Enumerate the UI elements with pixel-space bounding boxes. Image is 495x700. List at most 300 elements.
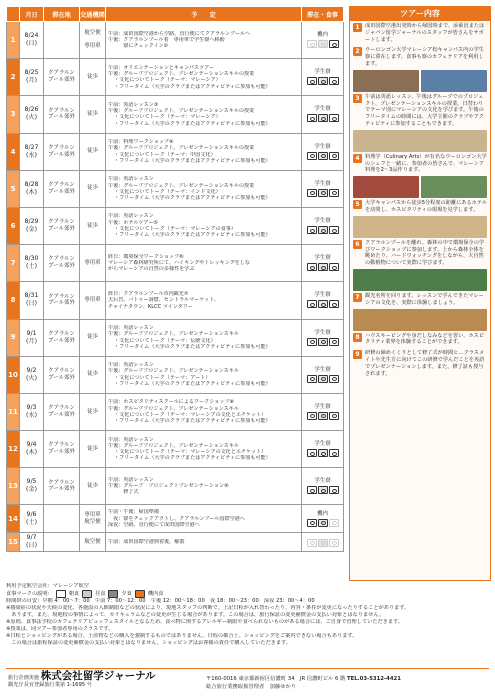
lunch-icon <box>318 338 328 346</box>
stay-text: プール郊外 <box>48 449 75 456</box>
lodging-meals <box>302 96 344 133</box>
inflight-meal-icon <box>135 590 145 598</box>
itinerary-row <box>7 431 344 468</box>
date-text: 9/4 <box>26 441 37 449</box>
note-line: あります。また、現地校の事情によって、カリキュラムなどの変更が生じる場合があります。この場合は、旅行保証の変更補償金の支払い対象とはなりません。 <box>6 612 385 618</box>
meal-icons <box>302 77 343 85</box>
plan-line: ・フリータイム（大学のクラブまたはアクティビティに参加も可能） <box>114 343 271 350</box>
plan-line: 午前：英語レッスン <box>108 213 154 220</box>
transport-text: 徒歩 <box>87 445 98 452</box>
day-plan <box>106 282 302 319</box>
stay-text: クアラルン <box>48 367 75 374</box>
dinner-icon <box>329 486 339 494</box>
plan-line: ・フリータイム（大学のクラブまたはアクティビティに参加も可能） <box>114 418 271 425</box>
dinner-icon <box>329 539 339 547</box>
lodging-meals <box>302 245 344 282</box>
breakfast-icon <box>307 77 317 85</box>
tour-item-number: 4 <box>353 154 362 163</box>
photo <box>353 176 419 198</box>
tour-photo-row <box>350 130 490 152</box>
meal-icons <box>302 338 343 346</box>
weekday: (火) <box>25 114 37 122</box>
day-number <box>7 170 20 207</box>
day-plan <box>106 431 302 468</box>
meal-icons <box>302 114 343 122</box>
stay-location <box>44 468 80 505</box>
legend-breakfast: 朝食 <box>68 590 80 597</box>
dinner-icon <box>329 77 339 85</box>
tour-item-text: クアラルンプールを離れ、森林の中で環境保全の学びワークショップに参加します。上から森林全体を眺めたり、ハードウォッチングをしながら、大自然の動植物について実際に学びます。 <box>365 239 485 267</box>
lunch-icon <box>82 590 92 598</box>
transport-text: 徒歩 <box>87 222 98 229</box>
stay-text: プール郊外 <box>48 114 75 121</box>
day-plan <box>106 133 302 170</box>
day-number <box>7 282 20 319</box>
itinerary-row <box>7 533 344 552</box>
day-plan <box>106 533 302 552</box>
plan-line: 寮にチェックイン② <box>108 43 169 50</box>
lodging-text: 学生寮 <box>314 478 331 485</box>
weekday: (土) <box>25 518 37 526</box>
plan-line: 午前：ホスピタリティスクールによるワークショップ⑧ <box>108 399 235 406</box>
stay-location <box>44 393 80 430</box>
weekday: (金) <box>25 226 37 234</box>
dinner-icon <box>329 519 339 527</box>
tel: TEL.03-5312-4421 <box>347 676 401 682</box>
day-plan <box>106 96 302 133</box>
lodging-text: 学生寮 <box>314 292 331 299</box>
day-number <box>7 319 20 356</box>
stay-text: クアラルン <box>48 219 75 226</box>
plan-line: 修了式 <box>108 489 139 496</box>
meal-icons <box>302 539 343 547</box>
meal-icons <box>302 40 343 48</box>
photo <box>353 216 487 238</box>
transport <box>80 96 106 133</box>
footer <box>6 668 489 695</box>
dinner-icon <box>329 449 339 457</box>
lunch-icon <box>318 189 328 197</box>
transport-text: 徒歩 <box>87 334 98 341</box>
lodging-meals <box>302 356 344 393</box>
plan-line: 午後：グループプロジェクト、プレゼンテーションスキルの授業 <box>108 70 255 77</box>
dinner-icon <box>329 114 339 122</box>
stay-text: クアラルン <box>48 256 75 263</box>
manager: 総合旅行業務取扱管理者 加藤ゆかり <box>206 684 297 690</box>
header-date: 月日 <box>20 7 44 22</box>
plan-line: ・文化についてトーク（テーマ：マレーシア） <box>114 114 221 121</box>
transport <box>80 207 106 244</box>
transport <box>80 505 106 533</box>
meal-icons <box>302 189 343 197</box>
plan-line: ・文化についてトーク（テーマ：伝統文化） <box>114 337 216 344</box>
tour-item-text: ウーロンゴン大学マレーシア校キャンパス内の学生寮に滞在します。食事も寮のカフェテリアを利用します。 <box>365 47 484 67</box>
itinerary-row <box>7 468 344 505</box>
stay-text: クアラルン <box>48 405 75 412</box>
day-number <box>7 96 20 133</box>
lodging-text: 学生寮 <box>314 106 331 113</box>
tour-item-text: 大学キャンパスから徒歩5分程度の距離にあるホテルを訪問し、ホスピタリティの現場を見学します。 <box>365 200 487 213</box>
weekday: (月) <box>25 77 37 85</box>
lodging-text: 学生寮 <box>314 180 331 187</box>
plan-line: 午前：英語レッスン <box>108 325 154 331</box>
day-date <box>20 468 44 505</box>
stay-text: クアラルン <box>48 442 75 449</box>
plan-line: 午後：グループ プロジェクトプレゼンテーション⑨ <box>108 483 229 490</box>
tour-item <box>350 92 490 130</box>
stay-location <box>44 133 80 170</box>
plan-line: 午後：グループプロジェクト、プレゼンテーションスキルの授業 <box>108 182 255 189</box>
plan-line: 午前：成田国際空港到着後、解散 <box>108 539 185 546</box>
tour-item-number: 3 <box>353 94 362 103</box>
transport-text: 徒歩 <box>87 148 98 155</box>
plan-line: 午後：グループプロジェクト、プレゼンテーションスキルの授業 <box>108 145 255 152</box>
weekday: (木) <box>25 188 37 196</box>
lodging-text: 学生寮 <box>314 329 331 336</box>
plan-line: 午前：英語レッスン③ <box>108 101 159 108</box>
stay-location <box>44 431 80 468</box>
plan-line: 午後：グループプロジェクト、プレゼンテーションスキル <box>108 331 239 338</box>
plan-line: 午後：グループプロジェクト、プレゼンテーションスキル <box>108 405 239 412</box>
plan-line: 終日：クアラルンプール市内観光⑦ <box>108 290 189 297</box>
lodging-text: 学生寮 <box>314 143 331 150</box>
day-number <box>7 245 20 282</box>
lunch-icon <box>318 40 328 48</box>
weekday: (日) <box>25 300 37 308</box>
lunch-icon <box>318 539 328 547</box>
lodging-meals <box>302 319 344 356</box>
plan-line: 午前・午後：帰国準備 <box>108 509 159 516</box>
legend-dinner: 夕食 <box>121 590 132 597</box>
breakfast-icon <box>307 40 317 48</box>
weekday: (日) <box>25 40 37 48</box>
plan-line: ・フリータイム（大学のクラブまたはアクティビティに参加も可能） <box>114 83 271 90</box>
stay-text: プール郊外 <box>48 226 75 233</box>
plan-line: ・フリータイム（大学のクラブまたはアクティビティに参加も可能） <box>114 232 271 239</box>
stay-location <box>44 207 80 244</box>
day-date <box>20 59 44 96</box>
tour-item-number: 2 <box>353 47 362 56</box>
date-text: 8/29 <box>24 218 39 226</box>
plan-line: 午前：料理ワークショップ④ <box>108 139 174 146</box>
plan-line: マレーシア森林研究所にて、ハイキングやトレッキングをしな <box>108 260 250 267</box>
day-date <box>20 393 44 430</box>
day-number <box>7 393 20 430</box>
tour-item-text: 観光名所を回ります。レッスンで学んできたマレーシアの文化を、実際に体験しましょう。 <box>365 292 484 306</box>
lunch-icon <box>318 519 328 527</box>
itinerary-row <box>7 96 344 133</box>
stay-text: プール郊外 <box>48 151 75 158</box>
tour-item <box>350 291 490 309</box>
weekday: (月) <box>25 337 37 345</box>
plan-line: がらマレーシアの自然の多様性を学ぶ <box>108 266 195 273</box>
company-name: 株式会社留学ジャーナル <box>40 670 156 682</box>
meal-icons <box>302 152 343 160</box>
itinerary-row <box>7 170 344 207</box>
day-number <box>7 59 20 96</box>
tour-item-text: 午前は英語レッスン、午後はグループでのプロジェクト、プレゼンテーションスキルの授業、日替わりでテーマ別にマレーシアの文化を学びます。午後のフリータイムの時間には、大学主催のクラブやアクティビティに参加することもできます。 <box>365 93 484 127</box>
day-number-text: 12 <box>8 445 18 453</box>
lodging-meals <box>302 22 344 59</box>
day-number <box>7 505 20 533</box>
date-text: 9/3 <box>26 403 37 411</box>
transport-text: 徒歩 <box>87 482 98 489</box>
weekday: (日) <box>25 542 37 550</box>
dinner-icon <box>329 152 339 160</box>
meal-legend <box>6 590 489 598</box>
stay-location <box>44 22 80 59</box>
meal-icons <box>302 519 343 527</box>
date-text: 9/1 <box>26 329 37 337</box>
itinerary-row <box>7 22 344 59</box>
tour-item-number: 5 <box>353 200 362 209</box>
plan-line: ・文化についてトーク（テーマ：マレーシアの食事） <box>114 226 236 233</box>
breakfast-icon <box>307 449 317 457</box>
dinner-icon <box>329 226 339 234</box>
day-plan <box>106 468 302 505</box>
transport <box>80 319 106 356</box>
weekday: (水) <box>25 411 37 419</box>
transport-text: 専用車 <box>84 297 101 303</box>
license: 観光庁長官登録旅行業第 1-1695 号 <box>8 682 92 688</box>
legend-inflight: 機内食 <box>147 590 164 597</box>
day-number-text: 6 <box>10 221 16 230</box>
tour-panel <box>349 6 491 581</box>
day-date <box>20 319 44 356</box>
day-date <box>20 245 44 282</box>
stay-text: クアラルン <box>48 293 75 300</box>
plan-line: ・フリータイム（大学のクラブまたはアクティビティに参加も可能） <box>114 381 271 388</box>
stay-text: プール郊外 <box>48 300 75 307</box>
tour-item-text: 研修の締めくくりとして修了式が時間ヒ…クラスメイトや先生方に向けてこの研修で学んだことを英語でプレゼンテーションします。また、修了証も授与されます。 <box>365 350 485 377</box>
transport-text: 徒歩 <box>87 111 98 118</box>
breakfast-icon <box>307 338 317 346</box>
breakfast-icon <box>307 412 317 420</box>
lodging-text: 学生寮 <box>314 255 331 262</box>
plan-line: 午後：クアラルンプール着 専用車で学生寮へ移動 <box>108 36 225 43</box>
tour-item-number: 8 <box>353 333 362 342</box>
transport-text: 航空便 専用車 <box>84 29 101 50</box>
plan-line: 天后宮、バトゥー洞窟、セントラルマーケット、 <box>108 297 219 304</box>
day-number-text: 2 <box>10 73 16 82</box>
meal-icons <box>302 449 343 457</box>
breakfast-icon <box>307 375 317 383</box>
day-number-text: 8 <box>10 296 16 305</box>
day-number <box>7 533 20 552</box>
stay-location <box>44 170 80 207</box>
plan-line: ・文化についてトーク（テーマ：マレーシアの文化とエチケット） <box>114 449 267 456</box>
itinerary-row <box>7 356 344 393</box>
day-number-text: 10 <box>8 370 18 379</box>
stay-location <box>44 282 80 319</box>
day-plan <box>106 22 302 59</box>
header-transport: 交通機関 <box>80 7 106 22</box>
plan-line: ・文化についてトーク（テーマ：アート） <box>114 374 211 381</box>
breakfast-icon <box>307 189 317 197</box>
notes <box>6 583 489 647</box>
plan-line: 深夜：空路、直行便にて成田国際空港へ <box>108 522 200 529</box>
stay-text: プール郊外 <box>48 374 75 381</box>
date-text: 9/5 <box>26 478 37 486</box>
header-stay: 滞在地 <box>44 7 80 22</box>
breakfast-icon <box>307 114 317 122</box>
tour-item-number: 1 <box>353 23 362 32</box>
stay-text: プール郊外 <box>48 486 75 493</box>
plan-line: ・文化についてトーク（テーマ：中国文化） <box>114 151 216 158</box>
plan-line: 午後：グループプロジェクト、プレゼンテーションスキルの授業 <box>108 108 255 115</box>
itinerary-header <box>7 7 344 22</box>
transport <box>80 431 106 468</box>
itinerary-table <box>6 6 344 552</box>
plan-line: 午後：ホテルツアー⑤ <box>108 219 159 226</box>
day-number-text: 9 <box>10 333 16 342</box>
airline-note: 利用予定航空会社：マレーシア航空 <box>6 583 89 589</box>
day-number-text: 7 <box>10 259 16 268</box>
breakfast-icon <box>307 486 317 494</box>
stay-text: プール郊外 <box>48 263 75 270</box>
plan-line: 午前：英語レッスン <box>108 362 154 369</box>
tour-photo-row <box>350 269 490 291</box>
address-block <box>206 675 401 691</box>
address: 〒160-0016 東京都新宿区信濃町 34 JR 信濃町ビル 6 階 <box>206 676 346 682</box>
day-date <box>20 170 44 207</box>
plan-line: 午前：英語レッスン <box>108 436 154 443</box>
stay-location <box>44 59 80 96</box>
tour-item-number: 9 <box>353 350 362 359</box>
day-date <box>20 282 44 319</box>
weekday: (土) <box>25 263 37 271</box>
tour-photo-row <box>350 176 490 198</box>
dinner-icon <box>329 263 339 271</box>
stay-location <box>44 533 80 552</box>
lunch-icon <box>318 412 328 420</box>
meal-icons <box>302 300 343 308</box>
note-line: ※原則、食事は学校のカフェテリアビュッフェスタイルとなるため、食べ物に関するアレルギー制限や食べられないものがある場合には、ご自身で管理していただきます。 <box>6 619 404 625</box>
plan-line: 午後：グループプロジェクト、プレゼンテーションスキル <box>108 442 239 449</box>
breakfast-icon <box>307 539 317 547</box>
stay-text: クアラルン <box>48 107 75 114</box>
lodging-text: 学生寮 <box>314 441 331 448</box>
tour-item-number: 6 <box>353 240 362 249</box>
day-number-text: 11 <box>8 407 18 416</box>
transport-text: 徒歩 <box>87 371 98 378</box>
header-no <box>7 7 20 22</box>
itinerary-row <box>7 245 344 282</box>
meal-icons <box>302 263 343 271</box>
breakfast-icon <box>56 590 66 598</box>
day-plan <box>106 245 302 282</box>
stay-location <box>44 319 80 356</box>
dinner-icon <box>329 375 339 383</box>
tour-item <box>350 198 490 216</box>
transport <box>80 170 106 207</box>
tour-item <box>350 45 490 69</box>
day-date <box>20 96 44 133</box>
meal-icons <box>302 486 343 494</box>
dinner-icon <box>329 412 339 420</box>
lunch-icon <box>318 263 328 271</box>
photo <box>353 269 487 291</box>
lunch-icon <box>318 449 328 457</box>
photo <box>353 130 487 152</box>
lodging-text: 学生寮 <box>314 218 331 225</box>
date-text: 9/6 <box>26 510 37 518</box>
transport-text: 航空便 <box>84 539 101 546</box>
lodging-text: 学生寮 <box>314 366 331 373</box>
lunch-icon <box>318 77 328 85</box>
dinner-icon <box>329 338 339 346</box>
date-text: 8/26 <box>24 106 39 114</box>
day-number <box>7 431 20 468</box>
transport <box>80 282 106 319</box>
itinerary-row <box>7 207 344 244</box>
lodging-text: 機内 <box>317 32 328 39</box>
stay-text: プール郊外 <box>48 77 75 84</box>
tour-photo-row <box>350 216 490 238</box>
breakfast-icon <box>307 226 317 234</box>
date-text: 8/31 <box>24 292 39 300</box>
tour-item <box>350 331 490 349</box>
lodging-meals <box>302 282 344 319</box>
transport-text: 専用車 航空便 <box>84 512 101 525</box>
day-plan <box>106 207 302 244</box>
lodging-meals <box>302 468 344 505</box>
transport <box>80 393 106 430</box>
stay-text: クアラルン <box>48 182 75 189</box>
lodging-text: 学生寮 <box>314 69 331 76</box>
transport <box>80 22 106 59</box>
lodging-meals <box>302 170 344 207</box>
lodging-meals <box>302 133 344 170</box>
itinerary-row <box>7 59 344 96</box>
stay-text: クアラルン <box>48 330 75 337</box>
itinerary-row <box>7 282 344 319</box>
plan-line: 午前：英語レッスン <box>108 476 154 483</box>
day-date <box>20 207 44 244</box>
breakfast-icon <box>307 300 317 308</box>
stay-location <box>44 96 80 133</box>
meal-legend-label: 食事マークの説明： <box>6 590 53 597</box>
day-number-text: 14 <box>8 514 18 523</box>
plan-line: ・フリータイム（大学のクラブまたはアクティビティに参加も可能） <box>114 455 271 462</box>
tour-item-text: ハウスキーピングや身だしなみなどを習い、ホスピタリティ業界を体験することができます。 <box>365 332 485 346</box>
itinerary-row <box>7 505 344 533</box>
photo <box>353 309 487 331</box>
day-plan <box>106 356 302 393</box>
legend-lunch: 昼食 <box>95 590 106 597</box>
photo <box>421 176 487 198</box>
lodging-text: 学生寮 <box>314 403 331 410</box>
tour-title: ツアー内容 <box>350 7 490 21</box>
lodging-meals <box>302 533 344 552</box>
lodging-meals <box>302 505 344 533</box>
transport <box>80 245 106 282</box>
day-number-text: 15 <box>8 538 18 547</box>
plan-line: 夜：寮をチェックアウトし、クアラルンプール国際空港へ <box>108 515 245 522</box>
plan-line: 午後：グループプロジェクト、プレゼンテーションスキル <box>108 368 239 375</box>
transport-text: 徒歩 <box>87 185 98 192</box>
itinerary-row <box>7 133 344 170</box>
tour-photo-row <box>350 309 490 331</box>
day-date <box>20 356 44 393</box>
tour-item <box>350 21 490 45</box>
itinerary-row <box>7 393 344 430</box>
day-date <box>20 431 44 468</box>
date-text: 9/7 <box>26 534 37 542</box>
day-number <box>7 356 20 393</box>
transport <box>80 468 106 505</box>
date-text: 8/30 <box>24 255 39 263</box>
